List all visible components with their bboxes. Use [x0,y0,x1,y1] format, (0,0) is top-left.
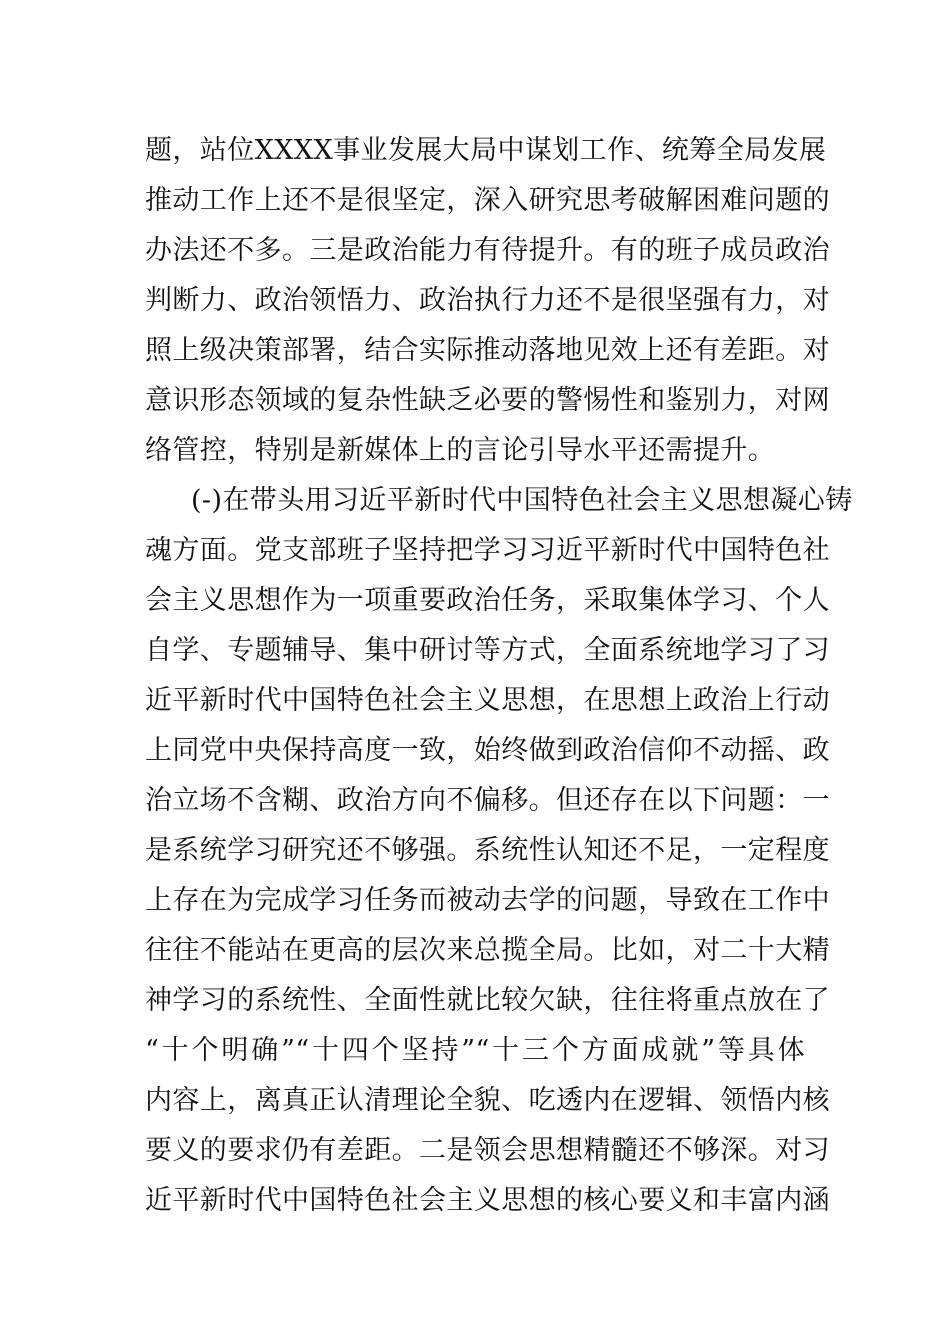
paragraph-2-line: 要义的要求仍有差距。二是领会思想精髓还不够深。对习 [145,1135,830,1166]
paragraph-2-line: 会主义思想作为一项重要政治任务，采取集体学习、个人 [145,585,830,616]
paragraph-2-first-line: (-)在带头用习近平新时代中国特色社会主义思想凝心铸 [191,485,853,516]
paragraph-1-line: 络管控，特别是新媒体上的言论引导水平还需提升。 [145,435,776,466]
paragraph-2-line: 魂方面。党支部班子坚持把学习习近平新时代中国特色社 [145,535,830,566]
paragraph-1-line: 照上级决策部署，结合实际推动落地见效上还有差距。对 [145,335,830,366]
paragraph-2-line: 往往不能站在更高的层次来总揽全局。比如，对二十大精 [145,935,830,966]
paragraph-2-line: “十个明确”“十四个坚持”“十三个方面成就”等具体 [145,1035,805,1066]
paragraph-2-line: 神学习的系统性、全面性就比较欠缺，往往将重点放在了 [145,985,830,1016]
paragraph-2-line: 近平新时代中国特色社会主义思想，在思想上政治上行动 [145,685,830,716]
paragraph-2-line: 自学、专题辅导、集中研讨等方式，全面系统地学习了习 [145,635,830,666]
paragraph-2-line: 近平新时代中国特色社会主义思想的核心要义和丰富内涵 [145,1185,830,1216]
paragraph-1-line: 办法还不多。三是政治能力有待提升。有的班子成员政治 [145,235,830,266]
paragraph-1-line: 意识形态领域的复杂性缺乏必要的警惕性和鉴别力，对网 [145,385,830,416]
paragraph-2-line: 上存在为完成学习任务而被动去学的问题，导致在工作中 [145,885,830,916]
paragraph-1-line: 推动工作上还不是很坚定，深入研究思考破解困难问题的 [145,185,830,216]
paragraph-2-line: 是系统学习研究还不够强。系统性认知还不足，一定程度 [145,835,830,866]
paragraph-1-line: 判断力、政治领悟力、政治执行力还不是很坚强有力，对 [145,285,830,316]
paragraph-2-line: 内容上，离真正认清理论全貌、吃透内在逻辑、领悟内核 [145,1085,830,1116]
paragraph-2-line: 上同党中央保持高度一致，始终做到政治信仰不动摇、政 [145,735,830,766]
paragraph-2-line: 治立场不含糊、政治方向不偏移。但还存在以下问题：一 [145,785,830,816]
paragraph-1-line: 题，站位XXXX事业发展大局中谋划工作、统筹全局发展 [145,135,827,166]
